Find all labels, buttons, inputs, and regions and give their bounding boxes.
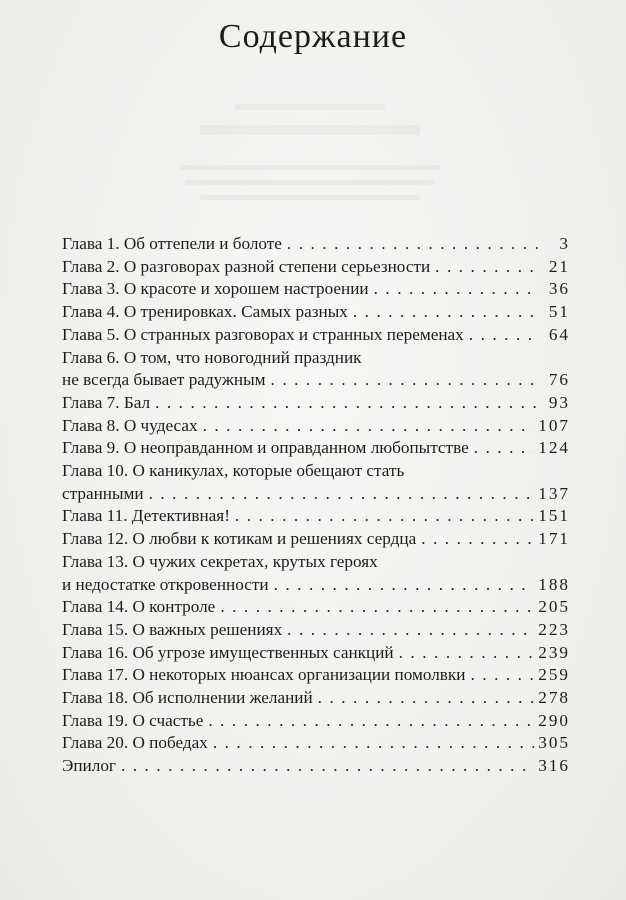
toc-entry: [62, 732, 570, 755]
toc-entry-title: Глава 3. О красоте и хорошем настроении: [62, 279, 369, 299]
toc-page-number: 278: [538, 688, 570, 708]
toc-entry-row: [62, 574, 570, 597]
toc-entry: [62, 347, 570, 392]
toc-entry-row: [62, 732, 570, 755]
toc-entry-title: Глава 2. О разговорах разной степени серьезности: [62, 256, 431, 276]
bleed-through-mark: [185, 180, 435, 185]
toc-entry-row: [62, 710, 570, 733]
dot-leader: [421, 528, 534, 551]
toc-page-number: 305: [538, 733, 570, 753]
toc-entry-row: [62, 642, 570, 665]
dot-leader: [149, 483, 535, 506]
toc-entry-title: Глава 14. О контроле: [62, 597, 216, 617]
toc-entry: [62, 437, 570, 460]
toc-entry-title-line: Глава 10. О каникулах, которые обещают стать: [62, 461, 405, 481]
toc-entry-row: [62, 256, 570, 279]
toc-entry-title: Глава 11. Детективная!: [62, 506, 230, 526]
toc-entry: [62, 256, 570, 279]
dot-leader: [274, 574, 535, 597]
toc-entry-title: Эпилог: [62, 756, 116, 776]
toc-entry-row: [62, 483, 570, 506]
toc-page-number: 205: [538, 597, 570, 617]
toc-entry: [62, 755, 570, 778]
toc-page-number: 64: [548, 324, 570, 344]
toc-entry-row: [62, 278, 570, 301]
toc-entry: [62, 710, 570, 733]
toc-entry: [62, 664, 570, 687]
dot-leader: [474, 437, 535, 460]
dot-leader: [287, 619, 534, 642]
toc-entry-row: [62, 233, 570, 256]
toc-page-number: 124: [538, 438, 570, 458]
toc-page-number: 188: [538, 574, 570, 594]
dot-leader: [469, 324, 538, 347]
toc-entry-title: Глава 16. Об угрозе имущественных санкций: [62, 642, 394, 662]
toc-page-number: 171: [538, 529, 570, 549]
toc-entry-title: Глава 19. О счастье: [62, 710, 204, 730]
toc-entry-title: Глава 4. О тренировках. Самых разных: [62, 302, 348, 322]
toc-entry: [62, 233, 570, 256]
toc-entry: [62, 278, 570, 301]
toc-entry-title: Глава 8. О чудесах: [62, 415, 198, 435]
toc-entry: [62, 687, 570, 710]
toc-page-number: 51: [548, 302, 570, 322]
bleed-through-mark: [200, 125, 420, 135]
toc-page-number: 223: [538, 619, 570, 639]
toc-page-number: 93: [548, 392, 570, 412]
toc-entry: [62, 642, 570, 665]
toc-entry: [62, 596, 570, 619]
toc-entry-title: Глава 5. О странных разговорах и странных переменах: [62, 324, 464, 344]
toc-entry: [62, 324, 570, 347]
toc-entry-row: [62, 301, 570, 324]
toc-page-number: 137: [538, 483, 570, 503]
toc-entry-row: [62, 664, 570, 687]
toc-entry: [62, 415, 570, 438]
dot-leader: [470, 664, 534, 687]
toc-page-number: 36: [548, 279, 570, 299]
toc-entry-title: Глава 7. Бал: [62, 392, 151, 412]
toc-page-number: 151: [538, 506, 570, 526]
toc-entry-row: [62, 619, 570, 642]
toc-page-number: 107: [538, 415, 570, 435]
toc-entry-title: Глава 17. О некоторых нюансах организации помолвки: [62, 665, 466, 685]
toc-page-number: 290: [538, 710, 570, 730]
toc-entry-title: Глава 15. О важных решениях: [62, 619, 283, 639]
toc-entry: [62, 619, 570, 642]
toc-entry-title-line: Глава 13. О чужих секретах, крутых героях: [62, 551, 378, 571]
dot-leader: [208, 710, 534, 733]
dot-leader: [374, 278, 538, 301]
toc-entry-title: и недостатке откровенности: [62, 574, 269, 594]
toc-page-number: 21: [548, 256, 570, 276]
toc-entry-row: [62, 437, 570, 460]
dot-leader: [220, 596, 534, 619]
toc-page-number: 3: [559, 234, 570, 253]
toc-entry-title: странными: [62, 483, 144, 503]
toc-page-number: 239: [538, 642, 570, 662]
dot-leader: [121, 755, 534, 778]
dot-leader: [287, 233, 538, 256]
toc-entry-title-line: Глава 6. О том, что новогодний праздник: [62, 347, 362, 367]
bleed-through-mark: [200, 195, 420, 200]
toc-entry: [62, 551, 570, 596]
toc-page-number: 259: [538, 665, 570, 685]
dot-leader: [318, 687, 535, 710]
dot-leader: [271, 369, 538, 392]
toc-entry-row: [62, 369, 570, 392]
toc-entry-row: [62, 392, 570, 415]
dot-leader: [235, 505, 534, 528]
toc-page-number: 76: [548, 370, 570, 390]
dot-leader: [203, 415, 535, 438]
dot-leader: [399, 642, 535, 665]
dot-leader: [353, 301, 538, 324]
toc-entry-row: [62, 755, 570, 778]
toc-entry-title: Глава 9. О неоправданном и оправданном любопытстве: [62, 438, 469, 458]
toc-entry: [62, 460, 570, 505]
toc-entry-row: [62, 324, 570, 347]
toc-entry: [62, 528, 570, 551]
toc-entry-title: не всегда бывает радужным: [62, 370, 266, 390]
bleed-through-mark: [180, 165, 440, 170]
toc-entry-title: Глава 18. Об исполнении желаний: [62, 688, 313, 708]
dot-leader: [213, 732, 534, 755]
toc-entry-row: [62, 505, 570, 528]
toc-entry-row: [62, 415, 570, 438]
toc-entry-title: Глава 20. О победах: [62, 733, 208, 753]
toc-page-number: 316: [538, 756, 570, 776]
bleed-through-mark: [235, 104, 385, 110]
table-of-contents: [62, 233, 570, 778]
page-title: Содержание: [218, 18, 408, 55]
dot-leader: [435, 256, 538, 279]
dot-leader: [155, 392, 538, 415]
toc-entry-title: Глава 1. Об оттепели и болоте: [62, 234, 282, 253]
toc-entry: [62, 301, 570, 324]
toc-entry: [62, 505, 570, 528]
toc-entry-row: [62, 528, 570, 551]
toc-entry-title: Глава 12. О любви к котикам и решениях сердца: [62, 529, 417, 549]
toc-entry-row: [62, 687, 570, 710]
toc-entry: [62, 392, 570, 415]
toc-entry-row: [62, 596, 570, 619]
